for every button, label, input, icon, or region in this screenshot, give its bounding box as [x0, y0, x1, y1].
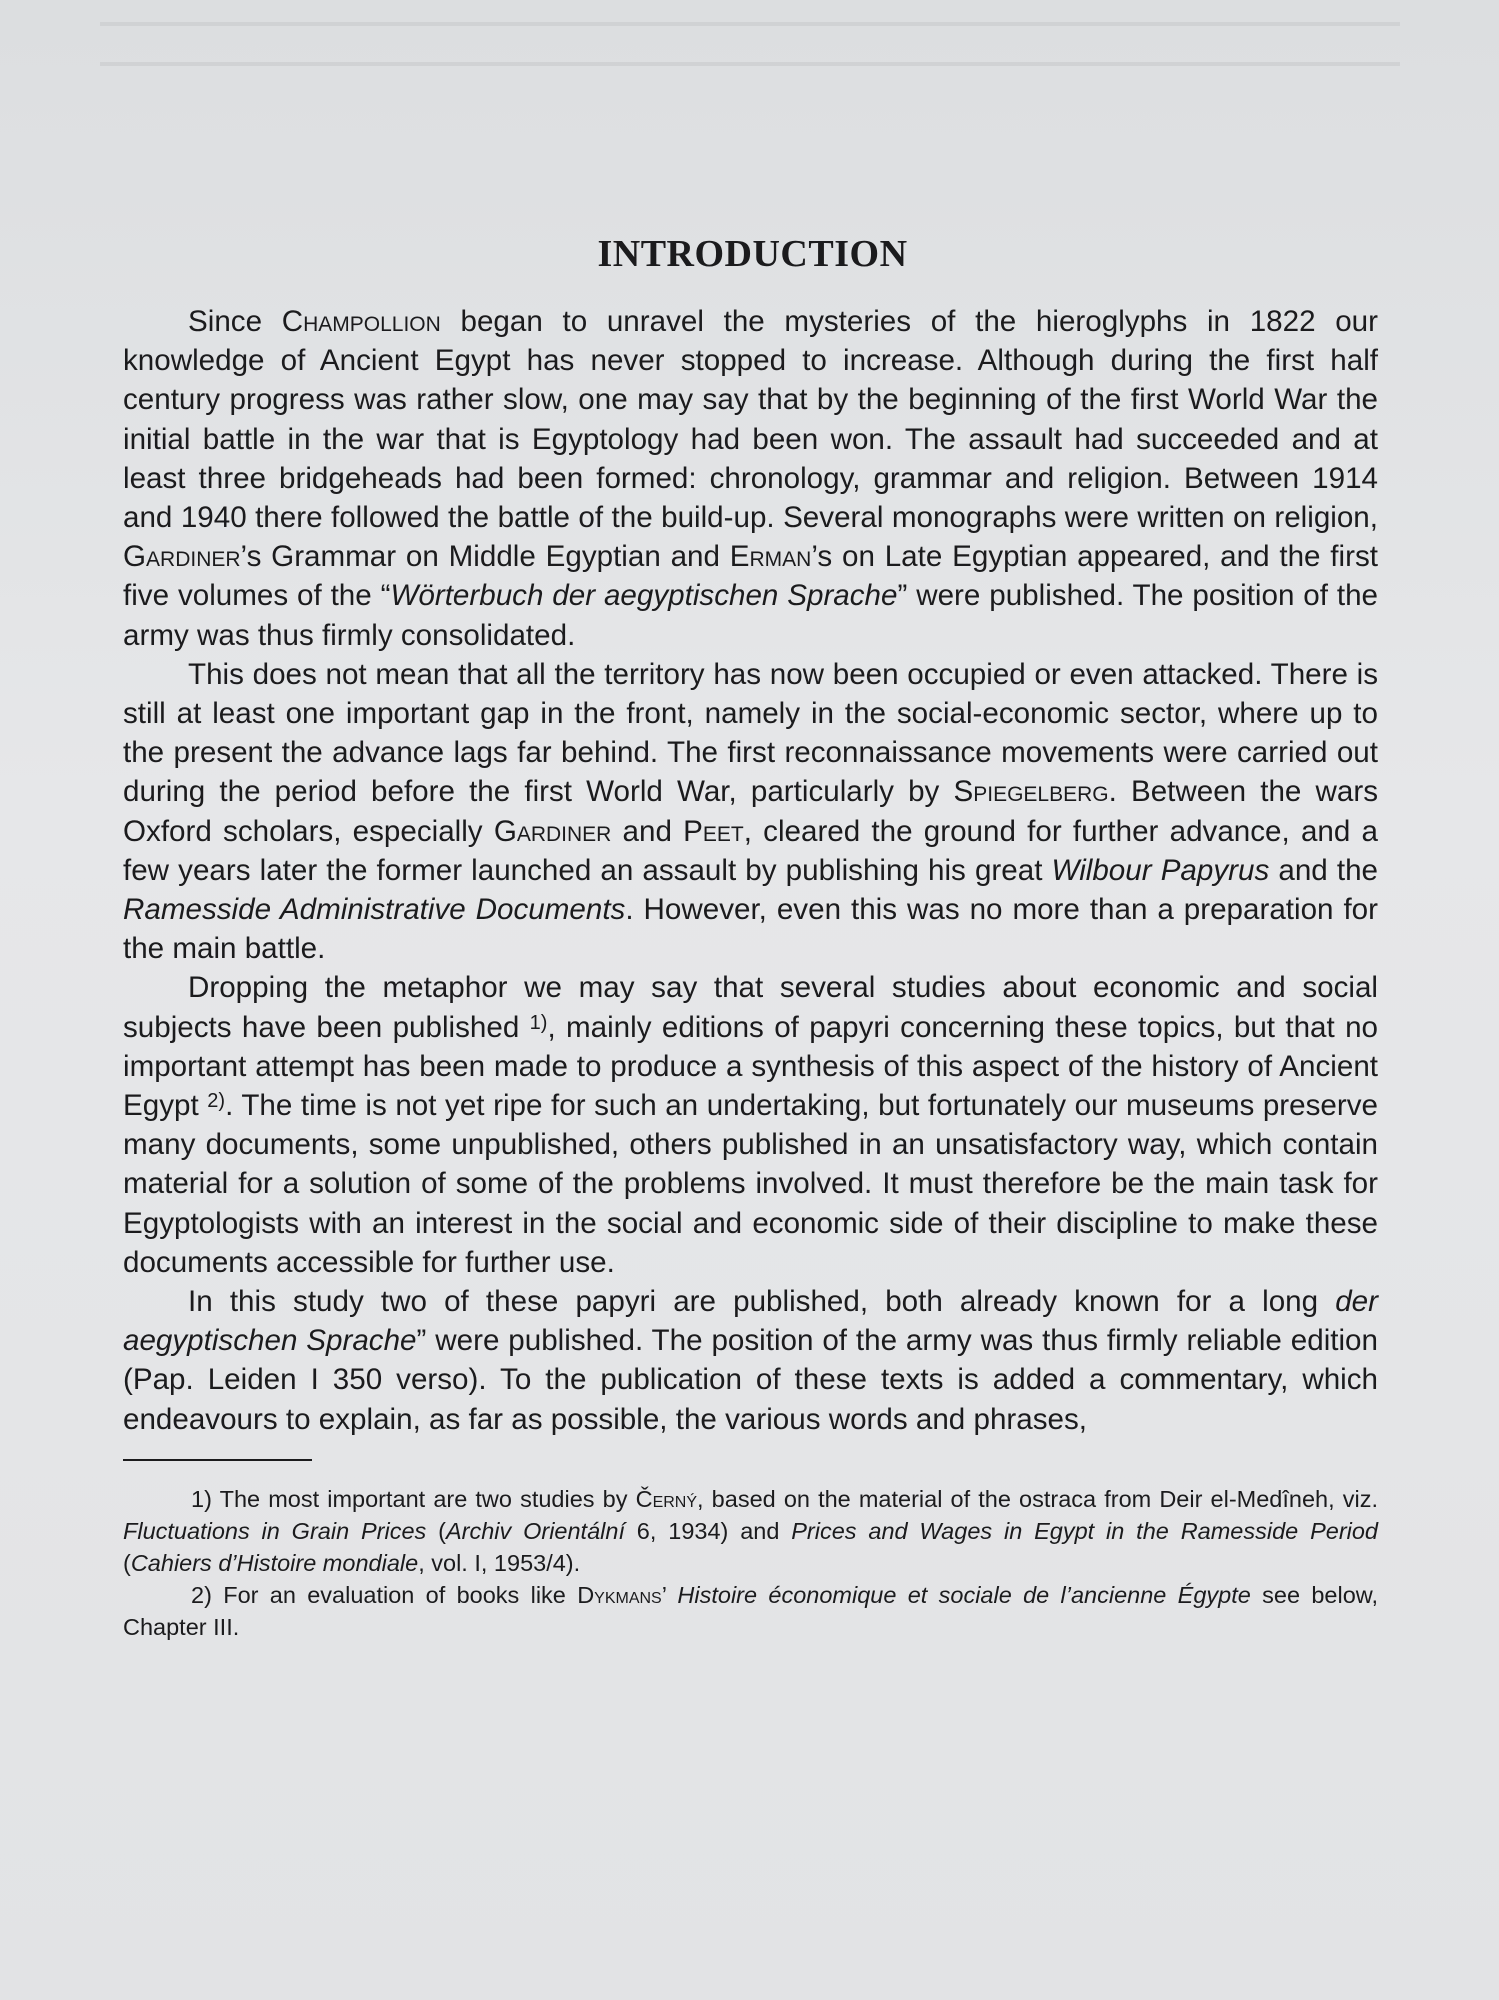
author-name: Peet [683, 814, 744, 848]
text-span: , cleared the ground for further advance, and a few years later the former launched an assault by publishing his great [123, 814, 1378, 887]
author-name: Erman [729, 540, 812, 574]
page-title: INTRODUCTION [597, 233, 908, 275]
italic-title: Fluctuations in Grain Prices [123, 1517, 427, 1544]
footnote-divider [123, 1459, 312, 1461]
italic-title: Prices and Wages in Egypt in the Ramesside Period [791, 1517, 1379, 1544]
paragraph-3 [123, 968, 1378, 1282]
text-span: , based on the material of the ostraca from Deir el-Medîneh, viz. [697, 1485, 1379, 1512]
text-span: . Between the wars Oxford scholars, especially [123, 775, 1378, 848]
text-span: Since [188, 305, 282, 338]
author-name: Gardiner [493, 814, 612, 848]
paragraph-1 [123, 302, 1378, 655]
text-span: . However, even this was no more than a preparation for the main battle. [123, 893, 1378, 966]
text-span: and the [1269, 853, 1378, 887]
bleed-through-text [100, 0, 1400, 100]
italic-title: Wilbour Papyrus [1051, 853, 1270, 887]
text-span: began to unravel the mysteries of the hieroglyphs in 1822 our knowledge of Ancient Egypt has never stopped to increase. Although during the first half century progress was rather slow, one may say that by the beginning of the first World War the initial battle in the war that is Egyptology had been won. The assault had succeeded and at least three bridgeheads had been formed: chronology, grammar and religion. Between 1914 and 1940 there followed the battle of the build-up. Several monographs were written on religion, [123, 305, 1378, 535]
text-span: For an evaluation of books like [211, 1581, 578, 1608]
text-span: ( [123, 1549, 131, 1576]
text-span: ’s Grammar on Middle Egyptian and [240, 540, 730, 574]
paragraph-4 [123, 1282, 1378, 1439]
text-span: , mainly editions of papyri concerning these topics, but that no important attempt has been made to produce a synthesis of this aspect of the history of Ancient Egypt [123, 1010, 1378, 1123]
text-span: ” were published. The position of the army was thus firmly reliable edition (Pap. Leiden I 350 verso). To the publication of these texts is added a commentary, which endeavours to explain, as far as possible, the various words and phrases, [123, 1324, 1378, 1436]
italic-title: Wörterbuch der aegyptischen Sprache [390, 579, 898, 613]
document-page [123, 232, 1378, 1643]
text-span: In this study two of these papyri are published, both already known for a long [188, 1285, 1336, 1319]
body-text [123, 302, 1378, 1439]
footnote-number: 1) [191, 1485, 212, 1512]
text-span: ’s on Late Egyptian appeared, and the first five volumes of the “ [123, 540, 1378, 613]
text-span: , vol. I, 1953/4). [418, 1549, 581, 1576]
text-span: see below, Chapter III. [123, 1581, 1378, 1640]
author-name: Dykmans [577, 1581, 662, 1608]
footnote-2 [123, 1579, 1378, 1643]
footnote-ref-1[interactable]: 1) [529, 1011, 548, 1034]
text-span: . The time is not yet ripe for such an undertaking, but fortunately our museums preserve many documents, some unpublished, others published in an unsatisfactory way, which contain material for a solution of some of the problems involved. It must therefore be the main task for Egyptologists with an interest in the social and economic side of their discipline to make these documents accessible for further use. [123, 1089, 1378, 1279]
italic-title: Histoire économique et sociale de l’ancienne Égypte [677, 1581, 1251, 1608]
italic-title: Archiv Orientální [445, 1517, 625, 1544]
text-span: 6, 1934) and [624, 1517, 792, 1544]
text-span: ’ [661, 1581, 678, 1608]
footnote-1 [123, 1483, 1378, 1579]
text-span: Dropping the metaphor we may say that several studies about economic and social subjects have been published [123, 971, 1378, 1044]
author-name: Černý [635, 1485, 698, 1512]
author-name: Gardiner [123, 540, 241, 574]
text-span: The most important are two studies by [211, 1485, 636, 1512]
italic-title: Cahiers d’Histoire mondiale [130, 1549, 419, 1576]
italic-title: Ramesside Administrative Documents [123, 893, 626, 927]
text-span: ( [426, 1517, 446, 1544]
text-span: This does not mean that all the territory has now been occupied or even attacked. There is still at least one important gap in the front, namely in the social-economic sector, where up to the present the advance lags far behind. The first reconnaissance movements were carried out during the period before the first World War, particularly by [123, 657, 1378, 809]
text-span: ” were published. The position of the army was thus firmly consolidated. [123, 579, 1378, 652]
footnote-number: 2) [191, 1581, 212, 1608]
text-span: and [611, 814, 684, 848]
footnote-ref-2[interactable]: 2) [207, 1090, 226, 1113]
italic-title: der aegyptischen Sprache [123, 1285, 1378, 1358]
paragraph-2 [123, 655, 1378, 969]
footnotes [123, 1483, 1378, 1643]
author-name: Champollion [281, 305, 441, 338]
author-name: Spiegelberg [953, 775, 1109, 809]
